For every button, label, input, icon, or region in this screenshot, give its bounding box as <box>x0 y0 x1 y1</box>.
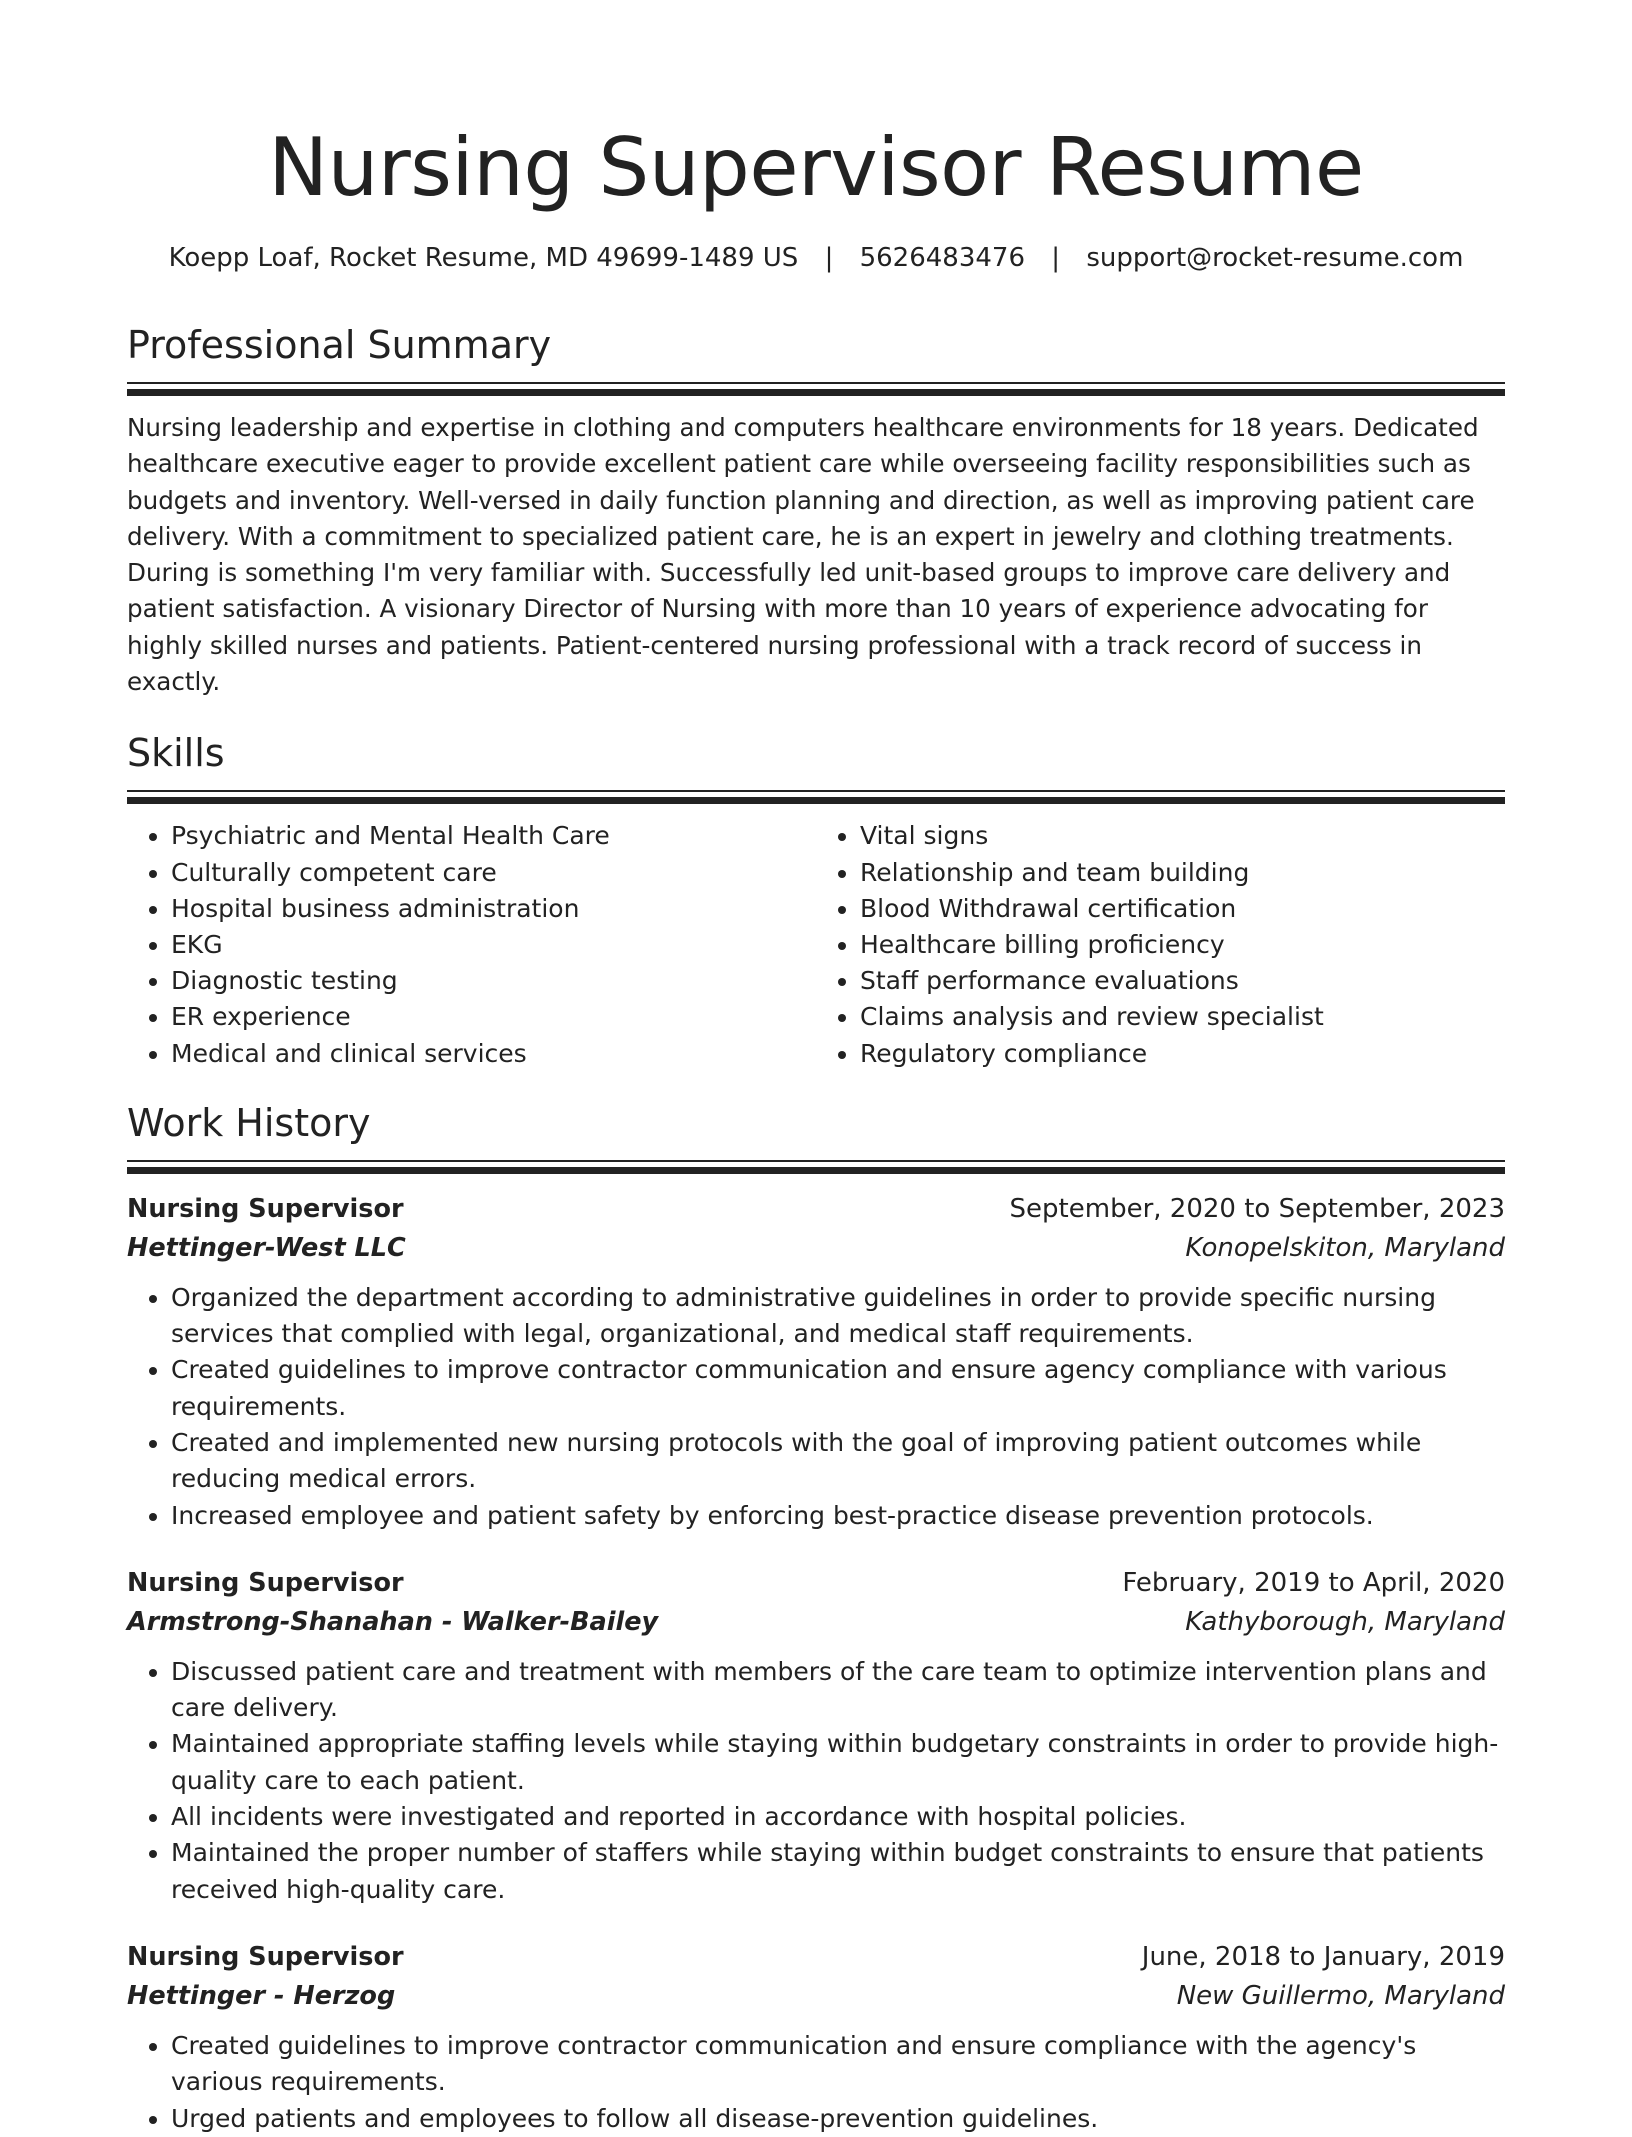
skill-item: • Medical and clinical services <box>171 1036 816 1072</box>
job-bullet: • All incidents were investigated and reported in accordance with hospital policies. <box>171 1799 1505 1835</box>
skills-list-left <box>127 818 816 1071</box>
job-bullet: • Increased employee and patient safety by enforcing best-practice disease prevention protocols. <box>171 1498 1505 1534</box>
skill-item: • Claims analysis and review specialist <box>860 999 1505 1035</box>
work-heading: Work History <box>127 1100 371 1145</box>
job-dates: September, 2020 to September, 2023 <box>1009 1193 1505 1224</box>
job-entry <box>127 1190 1505 1534</box>
contact-line <box>127 240 1505 276</box>
job-bullet: • Discussed patient care and treatment with members of the care team to optimize intervention plans and care delivery. <box>171 1654 1505 1727</box>
skill-item: • Relationship and team building <box>860 855 1505 891</box>
job-bullet: • Maintained the proper number of staffers while staying within budget constraints to ensure that patients received high-quality care. <box>171 1835 1505 1908</box>
job-title: Nursing Supervisor <box>127 1941 404 1972</box>
skill-item: • Regulatory compliance <box>860 1036 1505 1072</box>
job-title: Nursing Supervisor <box>127 1193 404 1224</box>
job-company-row <box>127 1602 1505 1642</box>
resume-title: Nursing Supervisor Resume <box>268 121 1364 214</box>
section-divider <box>127 1160 1505 1162</box>
job-location: Konopelskiton, Maryland <box>1185 1232 1505 1263</box>
job-bullet: • Created and implemented new nursing protocols with the goal of improving patient outcomes while reducing medical errors. <box>171 1425 1505 1498</box>
job-bullets <box>127 1280 1505 1534</box>
job-bullet: • Urged patients and employees to follow all disease-prevention guidelines. <box>171 2101 1505 2137</box>
job-bullets <box>127 1654 1505 1908</box>
contact-separator: | <box>1051 243 1061 273</box>
job-entry <box>127 1938 1505 2137</box>
skill-item: • Diagnostic testing <box>171 963 816 999</box>
job-company-row <box>127 1228 1505 1268</box>
skill-item: • Culturally competent care <box>171 855 816 891</box>
job-company: Armstrong-Shanahan - Walker-Bailey <box>127 1606 659 1637</box>
job-list <box>127 1190 1505 2137</box>
job-header-row <box>127 1190 1505 1228</box>
section-divider-thick <box>127 797 1505 804</box>
skill-item: • Blood Withdrawal certification <box>860 891 1505 927</box>
job-location: New Guillermo, Maryland <box>1176 1980 1505 2011</box>
section-divider <box>127 790 1505 792</box>
job-bullet: • Maintained appropriate staffing levels while staying within budgetary constraints in order to provide high-quality care to each patient. <box>171 1726 1505 1799</box>
job-company-row <box>127 1976 1505 2016</box>
contact-separator: | <box>824 243 834 273</box>
contact-address: Koepp Loaf, Rocket Resume, MD 49699-1489 US <box>168 243 799 273</box>
job-bullet: • Organized the department according to administrative guidelines in order to provide specific nursing services that complied with legal, organizational, and medical staff requirements. <box>171 1280 1505 1353</box>
skill-item: • Hospital business administration <box>171 891 816 927</box>
job-title: Nursing Supervisor <box>127 1567 404 1598</box>
job-entry <box>127 1564 1505 1908</box>
summary-heading: Professional Summary <box>127 323 552 367</box>
job-header-row <box>127 1938 1505 1976</box>
skill-item: • ER experience <box>171 999 816 1035</box>
job-dates: June, 2018 to January, 2019 <box>1141 1941 1505 1972</box>
job-header-row <box>127 1564 1505 1602</box>
skill-item: • Vital signs <box>860 818 1505 854</box>
section-divider <box>127 382 1505 384</box>
job-bullet: • Created guidelines to improve contractor communication and ensure agency compliance with various requirements. <box>171 1352 1505 1425</box>
skills-heading: Skills <box>127 731 225 776</box>
job-company: Hettinger-West LLC <box>127 1232 406 1263</box>
skills-section <box>127 728 1505 1071</box>
job-location: Kathyborough, Maryland <box>1185 1606 1505 1637</box>
summary-text: Nursing leadership and expertise in clothing and computers healthcare environments for 18 years. Dedicated healthcare executive eager to provide excellent patient care while overseeing facility responsibilities such as budgets and inventory. Well-versed in daily function planning and direction, as well as improving patient care delivery. With a commitment to specialized patient care, he is an expert in jewelry and clothing treatments. During is something I'm very familiar with. Successfully led unit-based groups to improve care delivery and patient satisfaction. A visionary Director of Nursing with more than 10 years of experience advocating for highly skilled nurses and patients. Patient-centered nursing professional with a track record of success in exactly. <box>127 413 1479 697</box>
skill-item: • Healthcare billing proficiency <box>860 927 1505 963</box>
section-divider-thick <box>127 1167 1505 1174</box>
summary-section <box>127 320 1505 700</box>
job-bullets <box>127 2028 1505 2137</box>
skill-item: • Staff performance evaluations <box>860 963 1505 999</box>
contact-phone: 5626483476 <box>859 243 1026 273</box>
job-dates: February, 2019 to April, 2020 <box>1122 1567 1505 1598</box>
skill-item: • EKG <box>171 927 816 963</box>
work-section <box>127 1098 1505 2137</box>
job-bullet: • Created guidelines to improve contractor communication and ensure compliance with the agency's various requirements. <box>171 2028 1505 2101</box>
skills-list-right <box>816 818 1505 1071</box>
skill-item: • Psychiatric and Mental Health Care <box>171 818 816 854</box>
job-company: Hettinger - Herzog <box>127 1980 396 2011</box>
skills-columns <box>127 818 1505 1071</box>
contact-email: support@rocket-resume.com <box>1086 243 1464 273</box>
section-divider-thick <box>127 389 1505 396</box>
